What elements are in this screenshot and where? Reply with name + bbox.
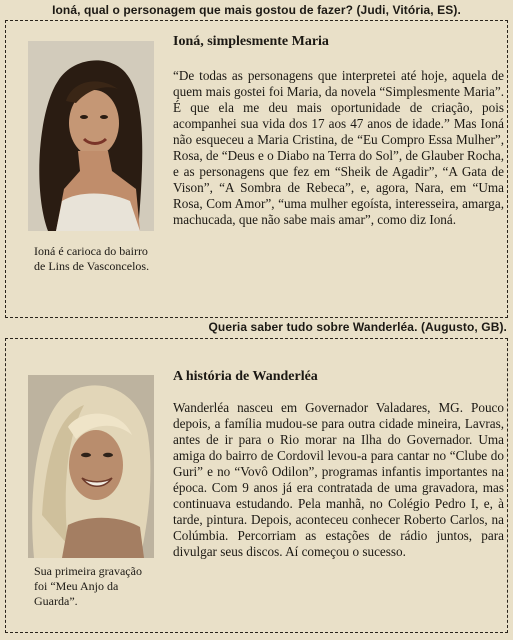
caption-iona: Ioná é carioca do bairro de Lins de Vasconcelos.: [34, 244, 150, 273]
question-1: Ioná, qual o personagem que mais gostou de fazer? (Judi, Vitória, ES).: [52, 3, 461, 17]
portrait-iona-image: [28, 41, 154, 231]
body-wanderlea: Wanderléa nasceu em Governador Valadares, MG. Pouco depois, a família mudou-se para outra cidade mineira, Lavras, antes de ir para o Rio morar na Ilha do Governador. Uma amiga do bairro de Cordovil levou-a para cantar no “Clube do Guri” e no “Vovô Odilon”, programas infantis importantes na época. Com 9 anos já era contratada de uma gravadora, mas continuava estudando. Pela manhã, no Colégio Pedro I, e, à tarde, pintura. Depois, aconteceu conhecer Roberto Carlos, na Colúmbia. Percorriam as estações de rádio juntos, para divulgar seus discos. Aí começou o sucesso.: [173, 400, 504, 559]
article-box-iona: [5, 20, 508, 318]
body-iona: “De todas as personagens que interpretei até hoje, aquela de quem mais gostei foi Maria, da novela “Simplesmente Maria”. É que ela me deu mais oportunidade de criação, pois acompanhei sua vida dos 17 aos 47 anos de idade.” Mas Ioná não esqueceu a Maria Cristina, de “Eu Compro Essa Mulher”, Rosa, de “Deus e o Diabo na Terra do Sol”, de Glauber Rocha, e as personagens que fez em “Sheik de Agadir”, “A Gata de Vison”, “A Sombra de Rebeca”, e, agora, Nara, em “Uma Rosa, Com Amor”, “uma mulher egoísta, interesseira, amarga, machucada, que não sabe mais amar”, como diz Ioná.: [173, 68, 504, 227]
article-box-wanderlea: [5, 338, 508, 633]
title-iona: Ioná, simplesmente Maria: [173, 34, 329, 49]
photo-iona: [28, 41, 154, 231]
photo-wanderlea: [28, 375, 154, 558]
caption-wanderlea: Sua primeira gravação foi “Meu Anjo da Guarda”.: [34, 564, 142, 608]
title-wanderlea: A história de Wanderléa: [173, 369, 318, 384]
portrait-wanderlea-image: [28, 375, 154, 558]
question-2: Queria saber tudo sobre Wanderléa. (Augusto, GB).: [208, 320, 507, 334]
